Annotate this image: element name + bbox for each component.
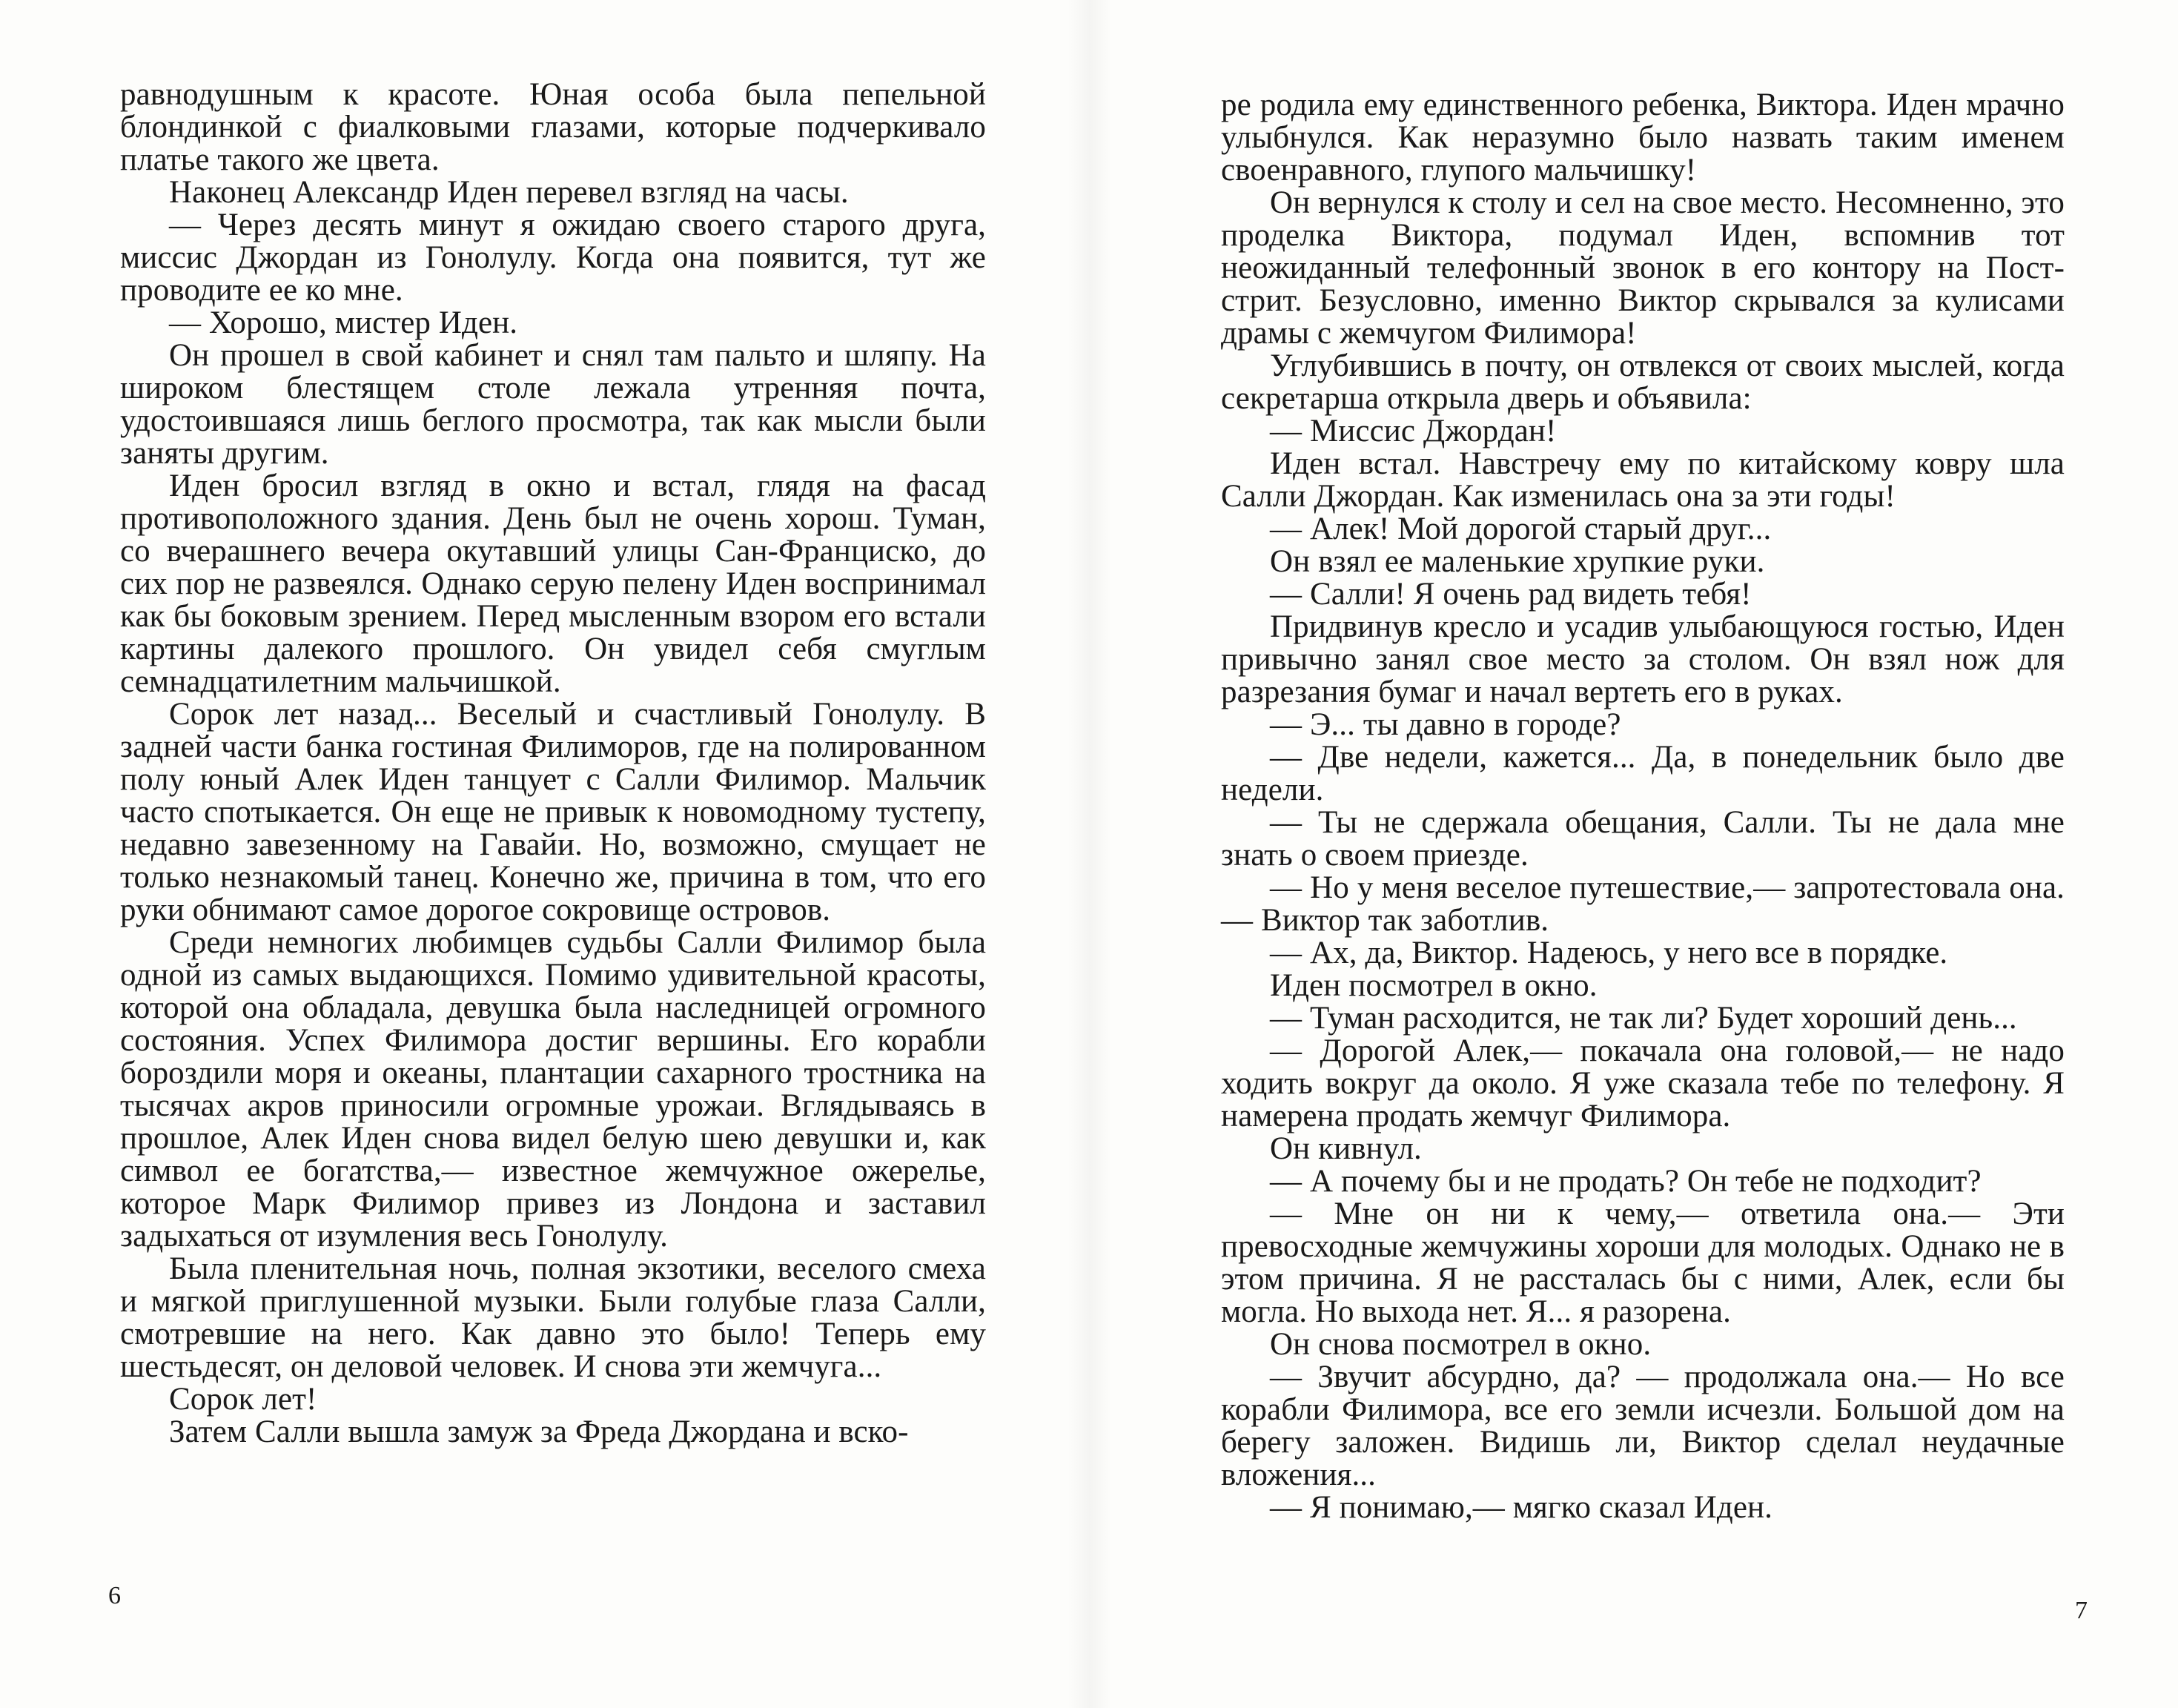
- paragraph: — Миссис Джордан!: [1270, 414, 1557, 448]
- paragraph: равнодушным к красоте. Юная особа была пепельной блондинкой с фиалковыми глазами, которые подчеркивало платье такого же цвета.: [120, 77, 986, 177]
- paragraph: Он кивнул.: [1270, 1131, 1422, 1166]
- paragraph: Иден встал. Навстречу ему по китайскому ковру шла Салли Джордан. Как изменилась она за эти годы!: [1221, 446, 2065, 514]
- paragraph: — Ах, да, Виктор. Надеюсь, у него все в порядке.: [1270, 936, 1948, 970]
- paragraph: — Дорогой Алек,— покачала она головой,— не надо ходить вокруг да около. Я уже сказала тебе по телефону. Я намерена продать жемчуг Филимора.: [1221, 1033, 2065, 1133]
- paragraph: — Э... ты давно в городе?: [1270, 707, 1621, 742]
- paragraph: Он снова посмотрел в окно.: [1270, 1327, 1652, 1362]
- paragraph: Он прошел в свой кабинет и снял там пальто и шляпу. На широком блестящем столе лежала утренняя почта, удостоившаяся лишь беглого просмотра, так как мысли были заняты другим.: [120, 338, 986, 471]
- right-page-text: [1221, 89, 2065, 1524]
- paragraph: Он взял ее маленькие хрупкие руки.: [1270, 544, 1765, 579]
- paragraph: Придвинув кресло и усадив улыбающуюся гостью, Иден привычно занял свое место за столом. Он взял нож для разрезания бумаг и начал вертеть его в руках.: [1221, 609, 2065, 709]
- paragraph: — А почему бы и не продать? Он тебе не подходит?: [1270, 1164, 1982, 1199]
- paragraph: — Хорошо, мистер Иден.: [169, 305, 518, 340]
- paragraph: Была пленительная ночь, полная экзотики, веселого смеха и мягкой приглушенной музыки. Были голубые глаза Салли, смотревшие на него. Как давно это было! Теперь ему шестьдесят, он деловой человек. И снова эти жемчуга...: [120, 1251, 986, 1384]
- paragraph: Наконец Александр Иден перевел взгляд на часы.: [169, 175, 849, 210]
- paragraph: — Мне он ни к чему,— ответила она.— Эти превосходные жемчужины хороши для молодых. Однако не в этом причина. Я не рассталась бы с ними, Алек, если бы могла. Но выхода нет. Я... я разорена.: [1221, 1196, 2065, 1329]
- page-number-left: 6: [108, 1582, 121, 1609]
- paragraph: — Через десять минут я ожидаю своего старого друга, миссис Джордан из Гонолулу. Когда она появится, тут же проводите ее ко мне.: [120, 208, 986, 308]
- paragraph: Среди немногих любимцев судьбы Салли Филимор была одной из самых выдающихся. Помимо удивительной красоты, которой она обладала, девушка была наследницей огромного состояния. Успех Филимора достиг вершины. Его корабли бороздили моря и океаны, плантации сахарного тростника на тысячах акров приносили огромные урожаи. Вглядываясь в прошлое, Алек Иден снова видел белую шею девушки и, как символ ее богатства,— известное жемчужное ожерелье, которое Марк Филимор привез из Лондона и заставил задыхаться от изумления весь Гонолулу.: [120, 925, 986, 1254]
- paragraph: Иден бросил взгляд в окно и встал, глядя на фасад противоположного здания. День был не очень хорош. Туман, со вчерашнего вечера окутавший улицы Сан-Франциско, до сих пор не развеялся. Однако серую пелену Иден воспринимал как бы боковым зрением. Перед мысленным взором его встали картины далекого прошлого. Он увидел себя смуглым семнадцатилетним мальчишкой.: [120, 469, 986, 699]
- paragraph: — Ты не сдержала обещания, Салли. Ты не дала мне знать о своем приезде.: [1221, 805, 2065, 873]
- paragraph: — Но у меня веселое путешествие,— запротестовала она.— Виктор так заботлив.: [1221, 870, 2065, 938]
- page-number-right: 7: [2075, 1597, 2088, 1624]
- right-page: [1089, 0, 2178, 1708]
- paragraph: Сорок лет назад... Веселый и счастливый Гонолулу. В задней части банка гостиная Филиморов, где на полированном полу юный Алек Иден танцует с Салли Филимор. Мальчик часто спотыкается. Он еще не привык к новомодному тустепу, недавно завезенному на Гавайи. Но, возможно, смущает не только незнакомый танец. Конечно же, причина в том, что его руки обнимают самое дорогое сокровище островов.: [120, 697, 986, 927]
- left-page-text: [120, 79, 986, 1449]
- paragraph: Иден посмотрел в окно.: [1270, 968, 1598, 1003]
- paragraph: Углубившись в почту, он отвлекся от своих мыслей, когда секретарша открыла дверь и объявила:: [1221, 348, 2065, 416]
- paragraph: ре родила ему единственного ребенка, Виктора. Иден мрачно улыбнулся. Как неразумно было назвать таким именем своенравного, глупого мальчишку!: [1221, 87, 2065, 188]
- paragraph: Сорок лет!: [169, 1382, 317, 1417]
- paragraph: Он вернулся к столу и сел на свое место. Несомненно, это проделка Виктора, подумал Иден, вспомнив тот неожиданный телефонный звонок в его контору на Пост-стрит. Безусловно, именно Виктор скрывался за кулисами драмы с жемчугом Филимора!: [1221, 185, 2065, 351]
- paragraph: — Алек! Мой дорогой старый друг...: [1270, 512, 1772, 546]
- paragraph: — Салли! Я очень рад видеть тебя!: [1270, 577, 1752, 612]
- paragraph: — Я понимаю,— мягко сказал Иден.: [1270, 1490, 1772, 1525]
- paragraph: Затем Салли вышла замуж за Фреда Джордана и вско-: [169, 1414, 909, 1449]
- paragraph: — Туман расходится, не так ли? Будет хороший день...: [1270, 1001, 2017, 1036]
- paragraph: — Две недели, кажется... Да, в понедельник было две недели.: [1221, 740, 2065, 807]
- paragraph: — Звучит абсурдно, да? — продолжала она.— Но все корабли Филимора, все его земли исчезли. Большой дом на берегу заложен. Видишь ли, Виктор сделал неудачные вложения...: [1221, 1360, 2065, 1492]
